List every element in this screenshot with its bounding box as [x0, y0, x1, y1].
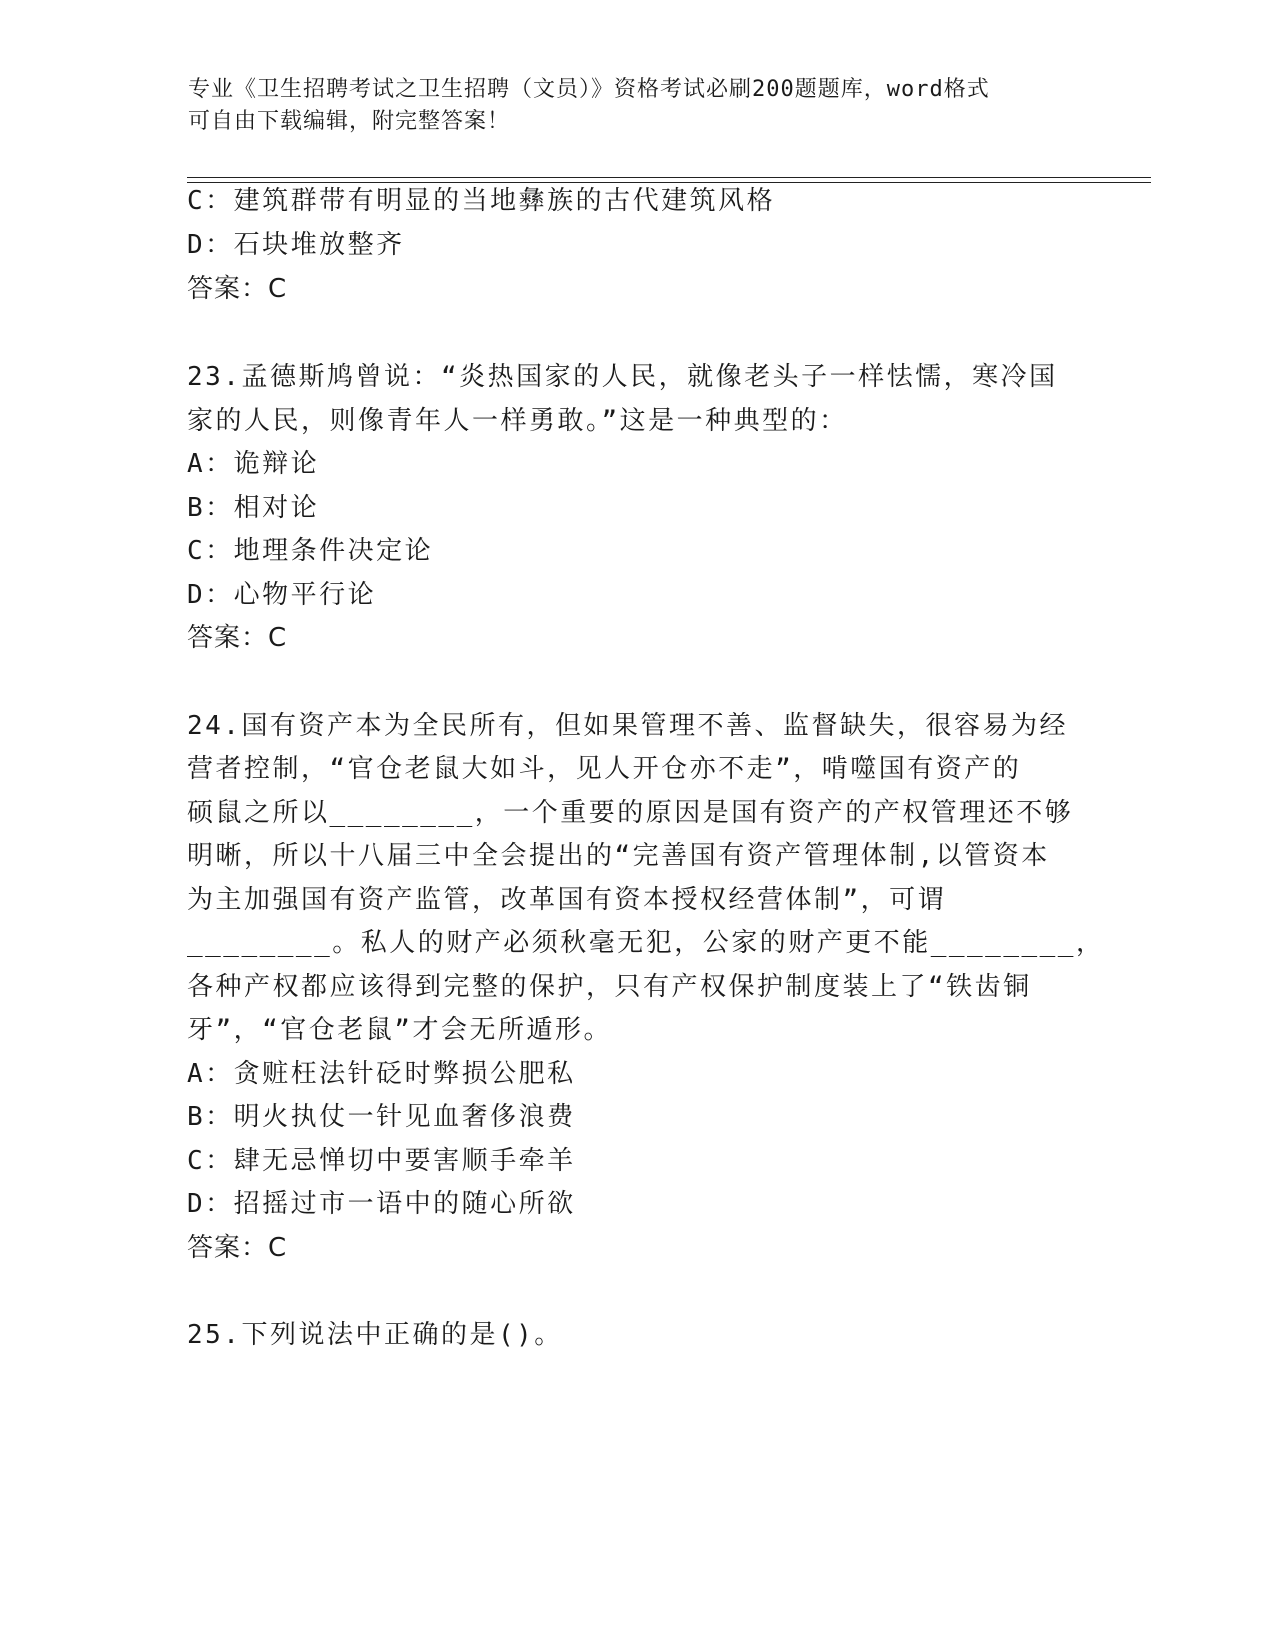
q23-option-a: A：诡辩论 [187, 449, 320, 479]
q23-answer: 答案：C [187, 623, 288, 653]
q24-stem-line-2: 营者控制，“官仓老鼠大如斗，见人开仓亦不走”，啃噬国有资产的 [187, 754, 1022, 784]
q22-option-c: C：建筑群带有明显的当地彝族的古代建筑风格 [187, 186, 776, 216]
q22-option-d: D：石块堆放整齐 [187, 230, 405, 260]
q22-answer: 答案：C [187, 274, 288, 304]
q23-stem-line-2: 家的人民，则像青年人一样勇敢。”这是一种典型的： [187, 406, 848, 436]
q24-stem-line-3: 硕鼠之所以________，一个重要的原因是国有资产的产权管理还不够 [187, 798, 1074, 828]
q23-option-c: C：地理条件决定论 [187, 536, 434, 566]
q24-stem-line-7: 各种产权都应该得到完整的保护，只有产权保护制度装上了“铁齿铜 [187, 972, 1032, 1002]
q23-option-d: D：心物平行论 [187, 580, 377, 610]
q24-stem-line-4: 明晰，所以十八届三中全会提出的“完善国有资产管理体制,以管资本 [187, 841, 1050, 871]
header-rule-top [187, 177, 1151, 178]
q23-stem-line-1: 23.孟德斯鸠曾说：“炎热国家的人民，就像老头子一样怯懦，寒冷国 [187, 362, 1058, 392]
header-line-1: 专业《卫生招聘考试之卫生招聘（文员）》资格考试必刷200题题库，word格式 [188, 77, 990, 102]
header-line-2: 可自由下载编辑，附完整答案！ [188, 109, 511, 134]
q24-stem-line-5: 为主加强国有资产监管，改革国有资本授权经营体制”，可谓 [187, 885, 947, 915]
q25-stem-line-1: 25.下列说法中正确的是()。 [187, 1320, 563, 1350]
q24-option-c: C：肆无忌惮切中要害顺手牵羊 [187, 1146, 576, 1176]
q24-answer: 答案：C [187, 1233, 288, 1263]
q24-option-b: B：明火执仗一针见血奢侈浪费 [187, 1102, 576, 1132]
q24-stem-line-8: 牙”，“官仓老鼠”才会无所遁形。 [187, 1015, 612, 1045]
q24-stem-line-1: 24.国有资产本为全民所有，但如果管理不善、监督缺失，很容易为经 [187, 711, 1068, 741]
q24-stem-line-6: ________。私人的财产必须秋毫无犯，公家的财产更不能________， [187, 928, 1105, 958]
page-header [188, 74, 1068, 138]
q24-option-a: A：贪赃枉法针砭时弊损公肥私 [187, 1059, 576, 1089]
q24-option-d: D：招摇过市一语中的随心所欲 [187, 1189, 576, 1219]
q23-option-b: B：相对论 [187, 493, 320, 523]
